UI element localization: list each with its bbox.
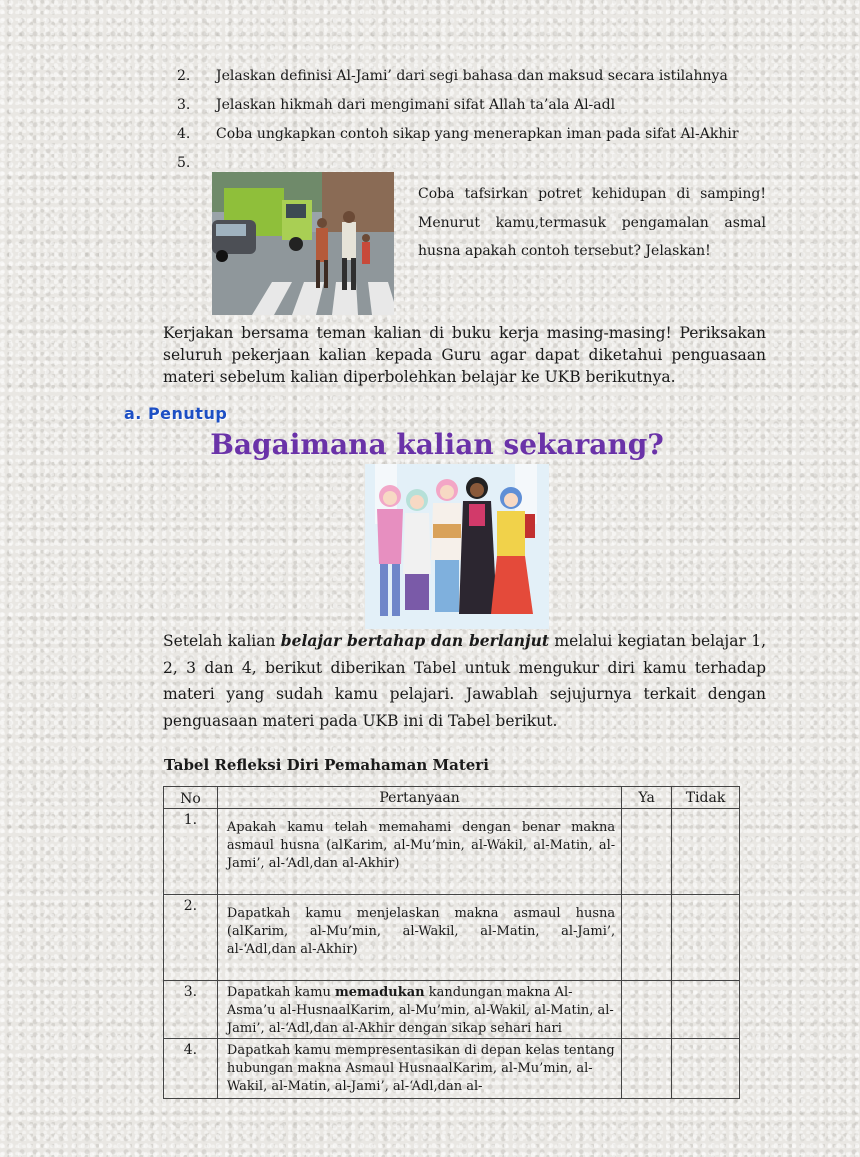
- photo-caption: Coba tafsirkan potret kehidupan di samping! Menurut kamu,termasuk pengamalan asmal husna apakah contoh tersebut? Jelaskan!: [418, 186, 766, 259]
- header-yes: Ya: [622, 787, 672, 809]
- row-question-text: Dapatkah kamu mempresentasikan di depan kelas tentang hubungan makna Asmaul HusnaalKarim, al-Mu’min, al-Wakil, al-Matin, al-Jami’, al-‘Adl,dan al-: [226, 1043, 615, 1094]
- row-question-text-after: kandungan makna Al-Asma’u al-HusnaalKarim, al-Mu’min, al-Wakil, al-Matin, al-Jami’, al-‘Adl,dan al-Akhir dengan sikap sehari hari: [226, 985, 614, 1036]
- reflection-emphasis: belajar bertahap dan berlanjut: [280, 631, 550, 650]
- table-title: Tabel Refleksi Diri Pemahaman Materi: [164, 756, 489, 774]
- students-illustration: [365, 464, 549, 629]
- yes-cell[interactable]: [622, 895, 672, 981]
- row-question-text: Dapatkah kamu menjelaskan makna asmaul husna (alKarim, al-Mu’min, al-Wakil, al-Matin, al-Jami’, al-‘Adl,dan al-Akhir): [226, 906, 616, 957]
- yes-cell[interactable]: [622, 981, 672, 1039]
- table-row: [164, 981, 740, 1039]
- row-question: [217, 1039, 621, 1099]
- question-number: 3.: [177, 97, 191, 113]
- reflection-table: [163, 786, 740, 1099]
- header-question: Pertanyaan: [217, 787, 621, 809]
- reflection-paragraph: [163, 628, 766, 734]
- header-no-answer: Tidak: [672, 787, 740, 809]
- question-text: Coba ungkapkan contoh sikap yang menerapkan iman pada sifat Al-Akhir: [216, 126, 739, 142]
- table-row: [164, 895, 740, 981]
- question-number: 4.: [177, 126, 191, 142]
- question-text: Jelaskan definisi Al-Jami’ dari segi bahasa dan maksud secara istilahnya: [216, 68, 728, 84]
- reflection-text-after: melalui kegiatan belajar 1, 2, 3 dan 4, berikut diberikan Tabel untuk mengukur diri kamu terhadap materi yang sudah kamu pelajari. Jawablah sejujurnya terkait dengan penguasaan materi pada UKB ini di Tabel berikut.: [163, 632, 766, 730]
- no-cell[interactable]: [672, 809, 740, 895]
- row-number: 1.: [164, 809, 218, 895]
- row-question: [217, 895, 621, 981]
- street-photo: [212, 172, 394, 315]
- yes-cell[interactable]: [622, 1039, 672, 1099]
- header-no: No: [164, 787, 218, 809]
- row-number: 4.: [164, 1039, 218, 1099]
- row-question: [217, 809, 621, 895]
- no-cell[interactable]: [672, 895, 740, 981]
- table-row: [164, 1039, 740, 1099]
- row-number: 2.: [164, 895, 218, 981]
- row-question: [217, 981, 621, 1039]
- row-question-text: Dapatkah kamu: [226, 985, 335, 1000]
- row-question-text: Apakah kamu telah memahami dengan benar makna asmaul husna (alKarim, al-Mu’min, al-Wakil, al-Matin, al-Jami’, al-‘Adl,dan al-Akhir): [226, 820, 616, 871]
- no-cell[interactable]: [672, 981, 740, 1039]
- page-heading: Bagaimana kalian sekarang?: [210, 428, 664, 461]
- table-row: [164, 809, 740, 895]
- instruction-paragraph: Kerjakan bersama teman kalian di buku kerja masing-masing! Periksakan seluruh pekerjaan kalian kepada Guru agar dapat diketahui penguasaan materi sebelum kalian diperbolehkan belajar ke UKB berikutnya.: [163, 324, 766, 386]
- question-text: Jelaskan hikmah dari mengimani sifat Allah ta’ala Al-adl: [216, 97, 616, 113]
- yes-cell[interactable]: [622, 809, 672, 895]
- table-header-row: [164, 787, 740, 809]
- reflection-text-before: Setelah kalian: [163, 632, 281, 650]
- row-question-bold: memadukan: [334, 985, 425, 1000]
- row-number: 3.: [164, 981, 218, 1039]
- section-label: a. Penutup: [124, 404, 228, 423]
- question-number: 2.: [177, 68, 191, 84]
- no-cell[interactable]: [672, 1039, 740, 1099]
- question-number: 5.: [177, 155, 191, 171]
